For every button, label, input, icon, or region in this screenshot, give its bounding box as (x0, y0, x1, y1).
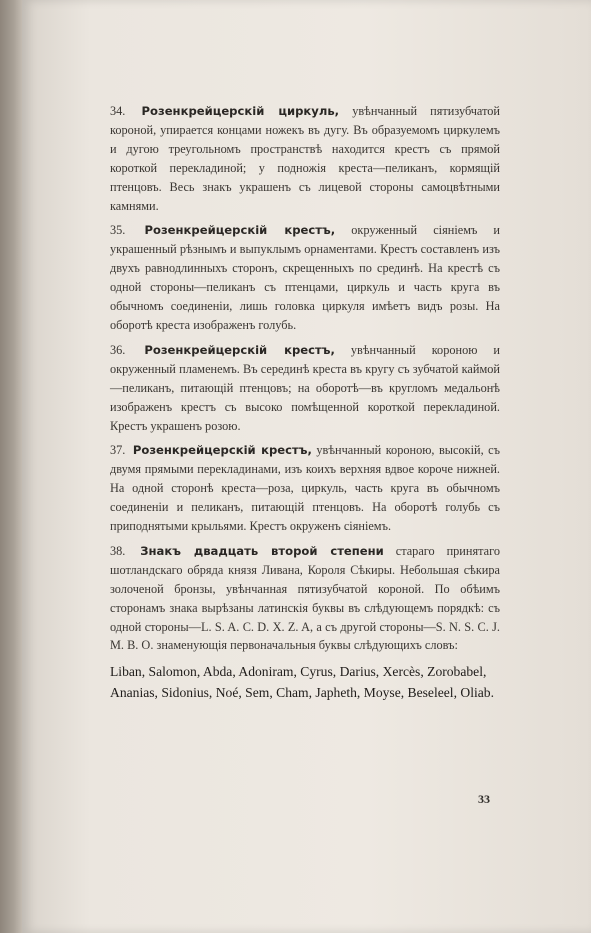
latin-names-list: Liban, Salomon, Abda, Adoniram, Cyrus, Darius, Xercès, Zorobabel, Ananias, Sidonius, Noé, Sem, Cham, Japheth, Moyse, Beseleel, Oliab. (110, 664, 494, 701)
entry-heading: Розенкрейцерскій крестъ, (144, 223, 336, 238)
entry-heading: Знакъ двадцать второй степени (140, 543, 384, 558)
entry-number: 37. (110, 443, 126, 458)
entry-text: увѣнчанный короною, высокій, съ двумя прямыми перекладинами, изъ коихъ верхняя вдвое короче нижней. На одной сторонѣ креста—роза, циркуль, часть круга въ обычномъ соединеніи и пеликанъ, питающій птенцовъ. На оборотѣ голубь съ приподнятыми крыльями. Крестъ окруженъ сіяніемъ. (110, 443, 500, 534)
entry-heading: Розенкрейцерскій крестъ, (144, 342, 335, 357)
catalog-entry-37 (110, 441, 500, 536)
entry-number: 38. (110, 543, 126, 558)
catalog-entry-35 (110, 221, 500, 334)
catalog-entry-36 (110, 341, 500, 436)
catalog-entry-38 (110, 542, 500, 655)
entry-heading: Розенкрейцерскій крестъ, (132, 443, 312, 458)
book-page (22, 0, 591, 933)
entry-heading: Розенкрейцерскій циркуль, (141, 104, 340, 118)
entry-number: 36. (110, 342, 126, 357)
entry-text: увѣнчанный пятизубчатой короной, упирается концами ножекъ въ дугу. Въ образуемомъ циркулемъ и дугою треугольномъ пространствѣ находится крестъ съ прямой короткой перекладиной; у подножія креста—пеликанъ, кормящій птенцовъ. Весь знакъ украшенъ съ лицевой стороны самоцвѣтными камнями. (110, 104, 501, 213)
entry-text: стараго принятаго шотландскаго обряда князя Ливана, Короля Сѣкиры. Небольшая сѣкира золоченой бронзы, увѣнчанная пятизубчатой короной. По обѣимъ сторонамъ знака вырѣзаны латинскія буквы въ слѣдующемъ порядкѣ: съ одной стороны—L. S. A. C. D. X. Z. A, а съ другой стороны—S. N. S. C. J. M. B. O. знаменующія первоначальныя буквы слѣдующихъ словъ: (110, 543, 500, 653)
catalog-text (110, 102, 500, 703)
book-spine-edge (0, 0, 22, 933)
page-number: 33 (478, 792, 490, 806)
entry-number: 34. (110, 104, 126, 118)
catalog-entry-34 (110, 102, 500, 215)
entry-text: увѣнчанный короною и окруженный пламенемъ. Въ серединѣ креста въ кругу съ зубчатой каймой—пеликанъ, питающій птенцовъ; на оборотѣ—въ кругломъ медальонѣ изображенъ крестъ съ высоко помѣщенной короткой перекладиной. Крестъ украшенъ розою. (110, 342, 500, 433)
entry-number: 35. (110, 223, 126, 238)
entry-text: окруженный сіяніемъ и украшенный рѣзнымъ и выпуклымъ орнаментами. Крестъ составленъ изъ двухъ равнодлинныхъ сторонъ, скрещенныхъ по срединѣ. На крестѣ съ одной стороны—пеликанъ съ птенцами, циркуль и часть круга въ обычномъ соединеніи, лишь головка циркуля имѣетъ видъ розы. На оборотѣ креста изображенъ голубь. (110, 223, 501, 332)
